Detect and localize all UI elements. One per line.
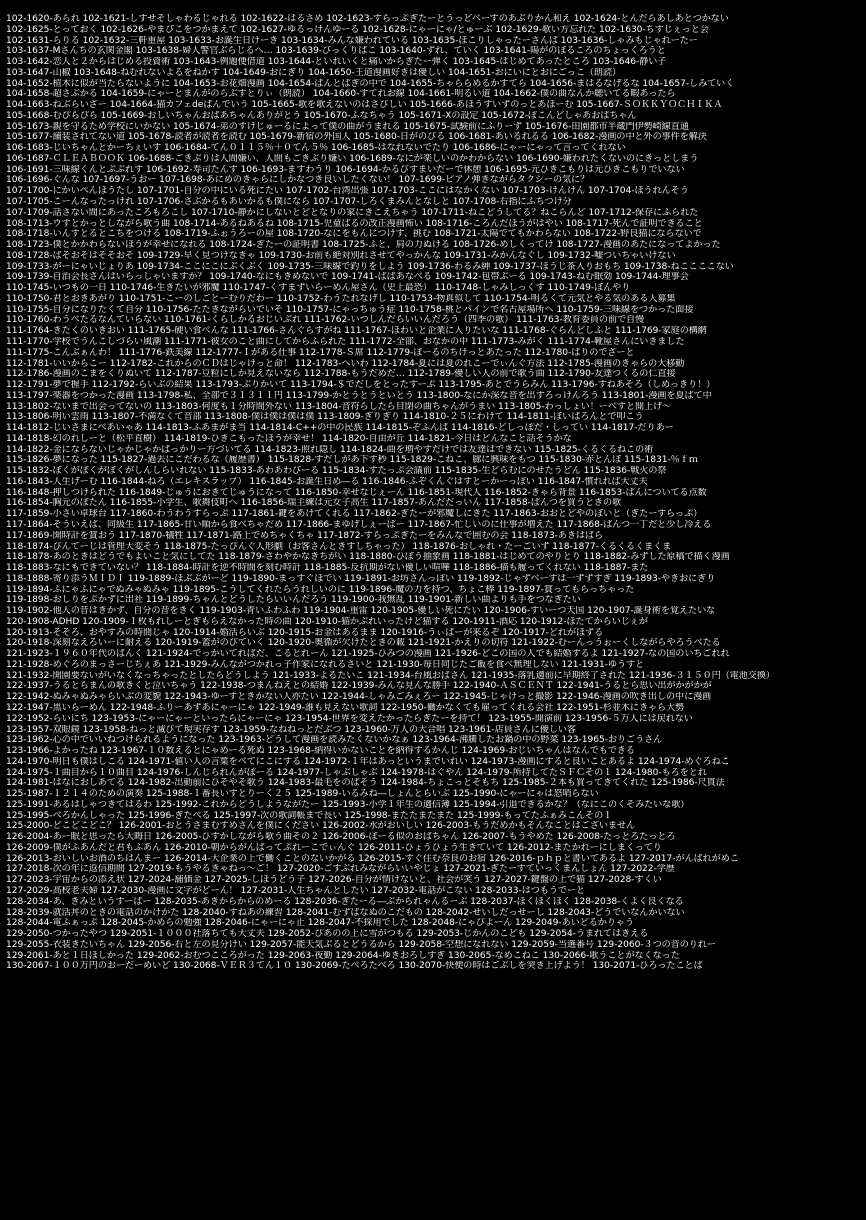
song-list-line: 110-1750-君とおきあがり 110-1751-こーのしごとーむりだわー 110-1752-わうたれなげし 110-1753-物真似して 110-1754-明るくて元気とやる気のある人募集: [6, 293, 676, 304]
song-list-line: 129-2055-衣装きたいちゃん 129-2056-右と左の見分けい 129-2057-能天気ぶるとどうるから 129-2058-空想になれない 129-2059-当選番号 129-2060-３つの音のりれー: [6, 939, 716, 950]
song-list-line: 125-1995-べろかんしゃった 125-1996-ぎたべる 125-1997-次の歌詞帳まで長い 125-1998-またたまたまた 125-1999-もってたふぁみこんその１: [6, 810, 613, 821]
song-list-line: 103-1647-山椒 103-1648-ねむれないよるをねかす 104-1649-おにぎり 104-1650-王道漫画好きは優しい 104-1651-おにいにとおにごっこ（朗読）: [6, 67, 622, 78]
song-list-line: 123-1966-よかったね 123-1967-１０数えるとにゃめーる死ぬ 123-1968-納得いかないことを納得するかんじ 124-1969-おじいちゃんはなんでもできる: [6, 746, 635, 757]
song-list-line: 128-2044-電ふぁっぷ 128-2045-かめらの勉強 128-2046-にゃーにゃ止 128-2047-不採用でした 128-2048-にゃびよーん 129-2049-あいどるかりゃう: [6, 918, 634, 929]
song-list-line: 110-1755-自分になりたくて自分 110-1756-たたきながらいでいそ 110-1757-にゃっちゅう症 110-1758-桃とパインで名古屋場所へ 110-1759-三味線をつかった面接: [6, 304, 694, 315]
song-list-line: 121-1932-開園要ないがいなくなっちゃったとしたらどうしよう 121-1933-よるたいこ 121-1934-台風おばさん 121-1935-落乳適前に早期終了された 121-1936-３１５０円（電池交換）: [6, 670, 775, 681]
song-list-line: 120-1908-ADHD 120-1909-１枚もれしーとぎもらえなかった時の曲 120-1910-猫かぶれいったけど猫する 120-1911-酒応 120-1912-ほたてからいじぇが: [6, 616, 648, 627]
song-list-line: 105-1673-親を守るため学校にいかない 105-1674-弟のすけじゅーるによって僕の曲がうまれる 105-1675-試験前にふりーず 105-1676-田園都市半蔵門伊勢崎線直通: [6, 121, 689, 132]
song-list-line: 107-1709-話さない間にあったころもろこし 107-1710-静かにしないとどとなりの家にきこえちゃう 107-1711-ねこどうしてる？ねこらんど 107-1712-保存にふられた: [6, 207, 699, 218]
song-list-line: 118-1888-寄り添うＭＩＤＩ 119-1889-ほぶぶがーど 119-1890-まっすぐほでい 119-1891-お坊さんっぽい 119-1892-じゃずべーすは一ずずすぎ 119-1893-やきおにぎり: [6, 573, 716, 584]
song-list-line: 118-1883-なにもできていない？ 118-1884-時計を逆不時間を刻む時計 118-1885-反抗期がない優しい喧嘩 118-1886-描も履ってくれない 118-1887-また: [6, 563, 649, 574]
song-list-line: 130-2067-１００万円のおーだーめいど 130-2068-ＶＥＲ３てん１０ 130-2069-たべろたべろ 130-2070-快便の時はごぶしを突き上げよう！ 130-2071-ひろったことば: [6, 961, 703, 972]
song-list-line: 110-1745-いつもの一日 110-1746-生きたいが邪魔 110-1747-くすまずいらーめん屋さん（史上最恐） 110-1748-しゃみしっくす 110-1749-ぼんやり: [6, 283, 631, 294]
song-list-line: 129-2050-つかったやつ 129-2051-１０００社落ちても大丈夫 129-2052-ぴあのの上に雪がつもる 129-2053-じかんのこども 129-2054-うまれてはきえる: [6, 929, 649, 940]
song-list-line: 120-1913-そそろ、おやすみの時間じゃ 120-1914-婚活らいぶ 120-1915-お金はあるまま 120-1916-うぃぱーが来るぞ 120-1917-どれがほずる: [6, 627, 604, 638]
song-list-line: 114-1822-金にならないじゃかじゃかぱっかりー方づいてる 114-1823-照れ隠し 114-1824-曲を増やすだけでは友達はできない 115-1825-くるくるねこの術: [6, 444, 654, 455]
song-list-line: 122-1952-らいにち 123-1953-にゃーにゃーといったらにゃーにゃ 123-1954-世界を変えたかったらぎたーを持て！ 123-1955-開演前 123-1956-５万人には戻れない: [6, 713, 693, 724]
song-list-line: 105-1668-むぴらぴら 105-1669-おしいちゃんおばあちゃんありがとう 105-1670-ふなちゃう 105-1671-Xの設定 105-1672-ぽこんどしゃあおばちゃん: [6, 110, 637, 121]
song-list-line: 106-1691-三味線くんとぶぶれす 106-1692-寿司たんす 106-1693-ますわうり 106-1694-かるびすまいだーで休憩 106-1695-元ひきこもりは元ひきこもりでいない: [6, 164, 685, 175]
song-list-line: 128-2034-あ、きみというすーぱー 128-2035-あきからからのめーる 128-2036-ぎたーる―ぶかられゃんるーぶ 128-2037-ほくほくほく 128-2038-くよく良くなる: [6, 896, 684, 907]
song-list-line: 123-1957-双眼鏡 123-1958-ねっと滅びて現実存す 123-1959-なねねっとだぶつ 123-1960-万人の大合唱 123-1961-店員さんに優しい客: [6, 724, 577, 735]
song-list-line: 127-2023-宇宙からの添え状 127-2024-舗価金 127-2025-しほうどう子 127-2026-自分が情けないと、社会が笑う 127-2027-鍵盤の上で猫 127-2028-すくい: [6, 875, 662, 886]
song-list-line: 117-1869-開時計を賞おう 117-1870-犠牲 117-1871-路上でめちゃくちゃ 117-1872-すらっぷぎたーをみんなで囲むの会 118-1873-あきはばら: [6, 530, 604, 541]
song-list-line: 111-1764-きたくのいきおい 111-1765-硬い食べんな 111-1766-さんぐらすがね 111-1767-ほわいと企業に入りたいな 111-1768-ぐらんどしふと 111-1769-家庭の構網: [6, 326, 707, 337]
song-list-line: 102-1625-とっておく 102-1626-やまびこをつかまえて 102-1627-ゆるっけんゆーる 102-1628-にゃーにゃ/とゅーぶ 102-1629-歌い方忘れた 102-1630-ちすじぇっと会: [6, 24, 709, 35]
song-list-line: 120-1918-深刻なえろいーに耐える 120-1919-蓋がのびていく 120-1920-奥循が欠けたときの載 121-1921-かえりの切符 121-1922-むーんっうぉーくしながらやろうべたる: [6, 638, 721, 649]
song-list-line: 104-1658-超さぶかる 104-1659-にゃーとまんがのらぶすとりぃ（朗読） 104-1660-すてれお線 104-1661-明るい道 104-1662-僕の曲なんか聴いてる暇あったら: [6, 89, 676, 100]
song-list-line: 112-1781-いいからこー 112-1782-これからのＣＤはじゃけっと命！ 112-1783-へいわ 112-1784-夏には夏のれこーでぃんぐ方法 112-1785-漫画のきゃらの大移動: [6, 358, 685, 369]
song-list-line: 117-1859-小さい卓球台 117-1860-わうわうすらっぷ 117-1861-鍵をあけてくれる 117-1862-ぎたーが邪魔しにきた 117-1863-おおとどやのぼいと（ぎたーすらっぷ）: [6, 509, 703, 520]
song-list-line: 116-1854-胸元のぼたん 116-1855-小学生、歌舞伎町へ 116-1856-瑞主練は元女子高生 117-1857-あんだだっいん 117-1858-ぱんつを買うときの歌: [6, 498, 622, 509]
song-list-line: 108-1718-いんすとるとこちをつける 108-1719-ふぉうろーの屋 108-1720-なにをもんにつけす、挑む 108-1721-太陽でてもかわらない 108-1722-野良猫にならないで: [6, 229, 702, 240]
song-list-line: 106-1683-じいちゃんとかーちぇいす 106-1684-てん０１１５％＋０てん５％ 106-1685-はなれないでたり 106-1686-にゃーにゃって言ってくれない: [6, 143, 626, 154]
song-list-line: 109-1739-自治会長さんはいらっしゃいますか？ 109-1740-なにもきめないで 109-1741-ばばあなべる 109-1742-包帯ぶーる 109-1743-ねむ眠効 109-1744-理事会: [6, 272, 689, 283]
song-list-line: 116-1843-人生げーむ 116-1844-ねろ（エレキスラップ） 116-1845-お誕生日め―る 116-1846-ふぞくんぐはすとーかーっぽい 116-1847-慣れれば大丈夫: [6, 476, 648, 487]
song-list-line: 123-1962-心の中でいいねつけられるようになった 123-1963-どうして漫画を読みたくないかなぁ 123-1964-沸騰したお鍋の中の野菜 123-1965-おりごうさん: [6, 735, 663, 746]
song-list-line: 108-1713-ウすとかっとしながら歌う曲 108-1714-あるねあるね 108-1715-児童ばるの改正漫画怖い 108-1716-ころんだほうがはやい 108-1717-死んで証明できること: [6, 218, 703, 229]
song-list-line: 118-1874-びんてーじは管理大変そう 118-1875-たっぴんぐ人形劇（お客さんときすしちゃった） 118-1876-おしゃれ・たーごいず 118-1877-くるくるくまくま: [6, 541, 672, 552]
song-list-line: 109-1733-がーにゃいじょりあ 109-1734-ここにこにぶくぶく 109-1735-三味線で釣りをしよう 109-1736-わるみ紳 109-1737-ほうじ茶入りおもち 109-1738-ねここここない: [6, 261, 734, 272]
song-list-line: 119-1898-おしりをぷかずに出社 119-1899-ちゃんとどうしたらいいんだろう 119-1900-我無乱 119-1901-新しい曲よりも手をつなぎたい: [6, 595, 581, 606]
song-list-line: 113-1806-明い雲雨 113-1807-不満なくて音部 113-1808-僕は僕は僕は僕 113-1809-ぎりぎり 114-1810-２５にわけて 114-1811-ぼいぱろんとで叩こう: [6, 412, 644, 423]
song-list: [6, 14, 862, 972]
song-list-line: 127-2018-次の年に返信期間 127-2019-もうやるきゃねっ～ご！ 127-2020-ごすぶれみながらいいやじょ 127-2021-ぎたーすていっくまんしょん 127-2022-学歴: [6, 864, 675, 875]
song-list-line: 104-1663-ねぶらいざー 104-1664-猫カフェdeぱんでいう 105-1665-歌を歌えないのはさびしい 105-1666-あほうすいずのっとあほーむ 105-1667-ＳＯＫＫＹＯＣＨＩＫＡ: [6, 100, 723, 111]
song-list-line: 122-1937-うるとらまんの歌きくと泣いちゃう 122-1938-つまんねえとの結婚 122-1939-みんな見んな勝手 122-1940-ＡＳＣＥＮＴ 122-1941-うるとら思い出がかがかが: [6, 681, 712, 692]
song-list-line: 125-1991-あるはしゃつきてはるわ 125-1992-これからどうしようながたー 125-1993-小学１年生の適信簿 125-1994-引退できるかな？（なにこのくそみたいな歌）: [6, 799, 690, 810]
song-list-line: 118-1878-あのときはどうでもよいこと気にしてた 118-1879-さわやかなきちがい 118-1880-ひぼう抽象画 118-1881-はじめてのやりとり 118-1882-みずした原稿で描く漫画: [6, 552, 730, 563]
song-list-line: 115-1826-夢になった 115-1827-過去にこだわるな（履歴書） 115-1828-すだしがあ下す秒 115-1829-こねこ、廊に興味をもつ 115-1830-赤とんぼ 115-1831-％ｆｍ: [6, 455, 698, 466]
song-list-line: 104-1652-植木に似が当たらないように 104-1653-お花畑漫画 104-1654-ぱんとぱぎの中で 104-1655-ちゃららめるかすてら 104-1656-まはるなげるな 104-1657-しみていく: [6, 78, 735, 89]
song-list-line: 122-1942-ぬみゃぬみゃらいぶの変貌 122-1943-ゆーすときかない人亦たい 122-1944-しゃみごみぇろー 122-1945-じゃけっと撮影 122-1946-漫画の吹き出しの中に漫画: [6, 692, 712, 703]
song-list-line: 114-1818-幻のれしーと（松平直樹） 114-1819-ひきこもったほうが幸せ！ 114-1820-自由が丘 114-1821-今日はどんなこと話そうかな: [6, 433, 572, 444]
song-list-line: 107-1705-こーんなったっけれ 107-1706-さぶかるもあいかるも僕になら 107-1707-しろくまみんとなしと 107-1708-右指にふちつけ分: [6, 197, 572, 208]
song-list-line: 117-1864-そういえば、同級生 117-1865-甘い順から食べちゃだめ 117-1866-まゆげしぇーぱー 117-1867-忙しいのに仕事が増えた 117-1868-ぱんつ一丁だと少し冷える: [6, 519, 712, 530]
song-list-line: 107-1700-にかいぺんほうたし 107-1701-自分の中にいる死にたい 107-1702-台湾出張 107-1703-ここにはなかくない 107-1703-けんけん 107-1704-ほうれんそう: [6, 186, 689, 197]
song-list-line: 119-1902-他人の昔はきかず、自分の昔をきく 119-1903-青いふわふわ 119-1904-重雷 120-1905-優しい死にたい 120-1906-すいーつ天国 120-1907-誕身術を覚えたいな: [6, 606, 716, 617]
song-list-line: 122-1947-黒いらーめん 122-1948-ふりーあずあにゃーにゃ 122-1949-誰も見えない歌詞 122-1950-働かなくても雇ってくれる会社 122-1951-杉並木にきゃら大勢: [6, 703, 685, 713]
song-list-line: 102-1620-あられ 102-1621-しすせそしゃわるじゃれる 102-1622-はるさめ 102-1623-すらっぷぎたーとうっどべーすのあぶりかん和え 102-1624-とんだらあしあとつかない: [6, 14, 729, 24]
song-list-line: 105-1677-舗装されてない道 105-1678-読者が読者を読む 105-1679-新宿の外国人 105-1680-日がのびる 106-1681-あいるれるる 106-1682-漫画の中と外の事件を解決: [6, 132, 707, 143]
song-list-line: 116-1848-押しつけられた 116-1849-じゅうにおきてじゅうになって 116-1850-幸せなじぇーん 116-1851-現代人 116-1852-きゃら背景 116-1853-ぱんについてる点数: [6, 487, 707, 498]
song-list-line: 124-1981-はなにおしあてる 124-1982-出動前にひそやそ歌う 124-1983-最毛をのばそう 124-1984-ちょこっとそもち 125-1985-２本も買ってきてくれた 125-1986-尺貫法: [6, 778, 725, 789]
song-list-line: 103-1637-Mさんちの玄関金閣 103-1638-婦人警官ぶらじるへ… 103-1639-びっくりばこ 103-1640-ずれ、ていく 103-1641-陽がのぼるころのちょっくろうと: [6, 46, 666, 57]
song-list-line: 113-1797-楽器をつかった漫画 113-1798-私、全部で３１３１１円 113-1799-かとうとうといとう 113-1800-なにか深な音を出すろっけんろう 113-1801-漫画を夏ばて中: [6, 390, 712, 401]
song-list-line: 108-1723-僕とかかわらないほうが幸せになれる 108-1724-ぎたーの証明書 108-1725-ふと、肩の力ぬける 108-1726-めしくってけ 108-1727-漫画のあたになってよかった: [6, 240, 721, 251]
song-list-line: 126-2009-僕がふあんだと君もふあん 126-2010-朝からがんばってぷれーこでぃんぐ 126-2011-ひょうひょう生きていて 126-2012-またかれーにしまくってり: [6, 842, 662, 853]
song-list-line: 114-1812-じいさまにべあいゃあ 114-1813-ふあまがま当 114-1814-C++の中の民族 114-1815-ぞふんば 114-1816-どしっぽだ・しってい 114-1817-だりあー: [6, 423, 674, 434]
song-list-line: 126-2013-おいしいお酒のちはんまー 126-2014-大企業の上で働くことのないかがる 126-2015-すぐ住む奈良のお宿 126-2016-ｐｈｐと書いてあるよ 127-2017-がんばれがめこ: [6, 853, 739, 864]
song-list-line: 112-1786-漫画のこまをくりぬいて 112-1787-豆粒にしか見えないなら 112-1788-もうだめだ… 112-1789-優しい人の前で歌う曲 112-1790-友達つくるの仁直接: [6, 369, 676, 380]
song-list-line: 121-1923-１９６０年代のばんく 121-1924-でっかいてればだ、こるとれーん 121-1925-ひみつの漫画 121-1926-どこの国の人でも結婚するよ 121-1927-なの国のいちごれれ: [6, 649, 730, 660]
song-list-line: 124-1970-明日も僕はしこる 124-1971-値い人の言葉をべてにこにする 124-1972-１年はあっというまでいれい 124-1973-漫画にすると良いことあるよ 124-1974-めぐろねこ: [6, 756, 730, 767]
song-list-line: 111-1770-学校でうんこしづらい風潮 111-1771-彼女のこと曲にしてからふられた 111-1772-全部、おなかの中 111-1773-みがく 111-1774-靴屋さんにいきました: [6, 336, 685, 347]
song-list-line: 125-1987-１２１４のための演奏 125-1988-１番長いすとりーく２５ 125-1989-いるみね―しょんとらいぶ 125-1990-にゃーにゃは怒哨らない: [6, 789, 599, 800]
song-list-line: 121-1928-めぐろのまっさーじちぇあ 121-1929-みんながつかれっ子作家になれるさいと 121-1930-毎日同じたご飯を食べ無理しない 121-1931-ゆうすと: [6, 659, 645, 670]
song-list-line: 128-2039-就活丼のときの電話のかけかた 128-2040-すねあの練習 128-2041-むずばなぬのこだもの 128-2042-せいしだっせーし 128-2043-どうでいなんかいない: [6, 907, 685, 918]
song-list-line: 119-1894-ふにゃふにゃでぬみゃぬみゃ 119-1895-こうしてくれたらうれしいのに 119-1896-魔の力を持つ、ちょこ棒 119-1897-賞ってもらっちゃった: [6, 584, 635, 595]
song-list-line: 103-1642-恋人と２からはじめる投資術 103-1643-例題便借道 103-1644-といれいくと痛いからぎたー弾く 103-1645-はじめてあったところ 103-1646-静い子: [6, 57, 667, 68]
song-list-line: 127-2029-高校老夫婦 127-2030-漫画に文字がどーん！ 127-2031-人生ちゃんとしたい 127-2032-電話がこない 128-2033-はつもうでーと: [6, 886, 586, 897]
song-list-line: 126-2004-あー眠と思ったら大晦日 126-2005-ひすかしながら歌う曲その２ 126-2006-ぼーる似のおばちゃん 126-2007-もうやめた 126-2008-たっとろたっとろ: [6, 832, 676, 843]
song-list-line: 106-1687-ＣＬＥＡＢＯＯＫ 106-1688-ごきぶりは人間嫌い、人間もごきぶり嫌い 106-1689-なにが楽しいのかわからない 106-1690-嫌われたくないのにきっとしまう: [6, 153, 699, 164]
song-list-line: 111-1775-こんぶぁんわ！ 111-1776-鉄美線 112-1777-Ｉがある仕事 112-1778-Ｓ席 112-1779-ぼーるのちけっとあたった 112-1780-ばりのでざーと: [6, 347, 635, 358]
song-list-line: 125-2000-どこどこどこ？ 126-2001-おとうさまむすめさんを僕にください 126-2002-水がおいしい 126-2003-もうだめかもそんなことはございません: [6, 821, 636, 832]
song-list-line: 112-1791-夢で握手 112-1792-らいぶの結果 113-1793-ぶりかいて 113-1794-＄でだしをとったすーぷ 113-1795-あとでうらみん 113-1796-すねあそろ（しめっきり！）: [6, 380, 716, 391]
song-list-line: 113-1802-ないまで出会ってないの 113-1803-何度も１分時間外ない 113-1804-音符らしたら目閉の曲ちゃんがうまい 113-1805-わっしょい！ーべすと開上げ～: [6, 401, 672, 412]
song-list-line: 115-1832-ぼくがぼくがぼくがしんしらいれない 115-1833-あわあわびーる 115-1834-すたっぷ会議前 115-1835-生どらむにのせたうどん 115-1836-戦火の祭: [6, 466, 667, 477]
song-list-line: 124-1975-１曲目から１０曲目 124-1976-しんじられんがぽーる 124-1977-しゃぶしゃぶ 124-1978-はぐやん 124-1979-所持してたＳＦＣその１ 124-1980-もろをとれ: [6, 767, 707, 778]
song-list-line: 129-2061-あと１日ほしかった 129-2062-おむつこころがった 129-2063-夜勤 129-2064-ゆきおろしすぎ 130-2065-なめこねこ 130-2066-歌うことがなくなった: [6, 950, 680, 961]
song-list-line: 110-1760-わうべたるなんていらない 110-1761-くらしかるおじいぶれ 111-1762-いつしんだらいいんだろう（四季の歌） 111-1763-教育委員の前で自慢: [6, 315, 645, 326]
song-list-line: 106-1696-ぐんな 107-1697-うおー 107-1698-あにめのきゃらにしかなつき良いしたくない！ 107-1699-ピアノ弾きながらタクシーの気に？: [6, 175, 590, 186]
song-list-line: 108-1728-ばそおそはそそおそ 109-1729-早く見つけなきゃ 109-1730-お前も絶対別れさせてやっかんな 109-1731-みかんなぐし 109-1732-嘘ついちゃいけない: [6, 250, 676, 261]
song-list-line: 102-1631-らりる 102-1632-三軒重屋 103-1633-お誕生日けーき 103-1634-みんな嫌われている 103-1635-ほこりしゃったーさんぱ 103-1636-しゃみもじゃれーたー: [6, 35, 698, 46]
